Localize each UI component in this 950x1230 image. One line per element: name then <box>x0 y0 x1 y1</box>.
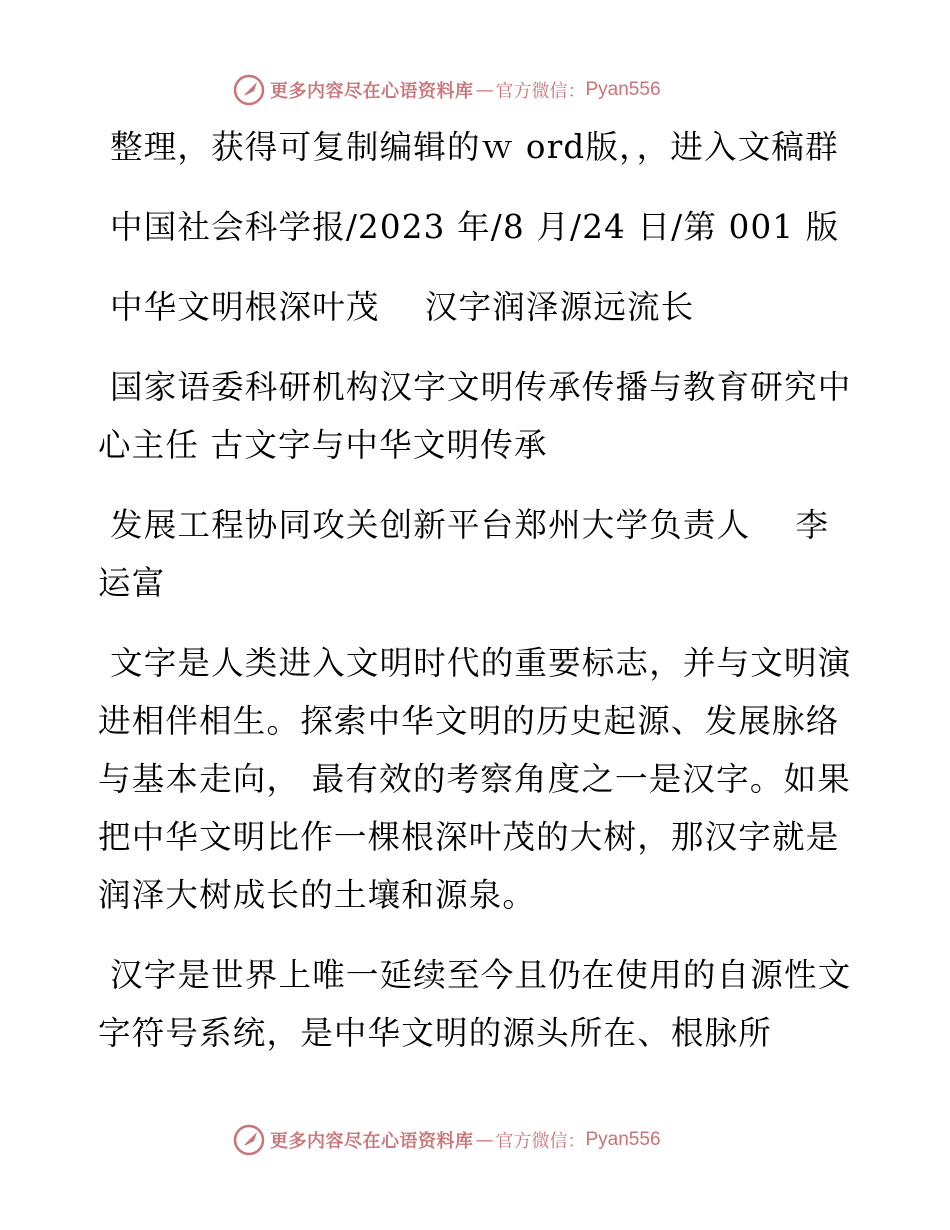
banner-separator: — <box>475 79 494 101</box>
banner-handle: Pyan556 <box>585 79 661 100</box>
paragraph-body-1: 文字是人类进入文明时代的重要标志，并与文明演进相伴相生。探索中华文明的历史起源、发展脉络与基本走向， 最有效的考察角度之一是汉字。如果把中华文明比作一棵根深叶茂的大树，那汉字就是润泽大树成长的土壤和源泉。 <box>98 644 852 914</box>
paragraph-source: 中国社会科学报/2023 年/8 月/24 日/第 001 版 <box>110 208 840 246</box>
banner-site-text: 更多内容尽在心语资料库 <box>270 1131 474 1152</box>
document-body <box>98 118 858 1084</box>
footer-watermark-banner <box>232 1122 661 1158</box>
banner-wechat-label: 官方微信： <box>495 81 586 102</box>
banner-site-text: 更多内容尽在心语资料库 <box>270 81 474 102</box>
banner-wechat-label: 官方微信： <box>495 1131 586 1152</box>
paragraph-author-name: 发展工程协同攻关创新平台郑州大学负责人 李运富 <box>98 506 830 602</box>
header-watermark-banner <box>232 72 661 108</box>
quill-circle-icon <box>232 1123 266 1157</box>
quill-circle-icon <box>232 73 266 107</box>
banner-separator: — <box>475 1129 494 1151</box>
banner-handle: Pyan556 <box>585 1129 661 1150</box>
paragraph-body-2: 汉字是世界上唯一延续至今且仍在使用的自源性文字符号系统，是中华文明的源头所在、根脉所 <box>98 956 852 1052</box>
paragraph-author-affiliation: 国家语委科研机构汉字文明传承传播与教育研究中心主任 古文字与中华文明传承 <box>98 368 852 464</box>
paragraph-intro: 整理，获得可复制编辑的ｗ ord版，，进入文稿群 <box>110 128 839 166</box>
paragraph-title: 中华文明根深叶茂 汉字润泽源远流长 <box>110 288 695 326</box>
